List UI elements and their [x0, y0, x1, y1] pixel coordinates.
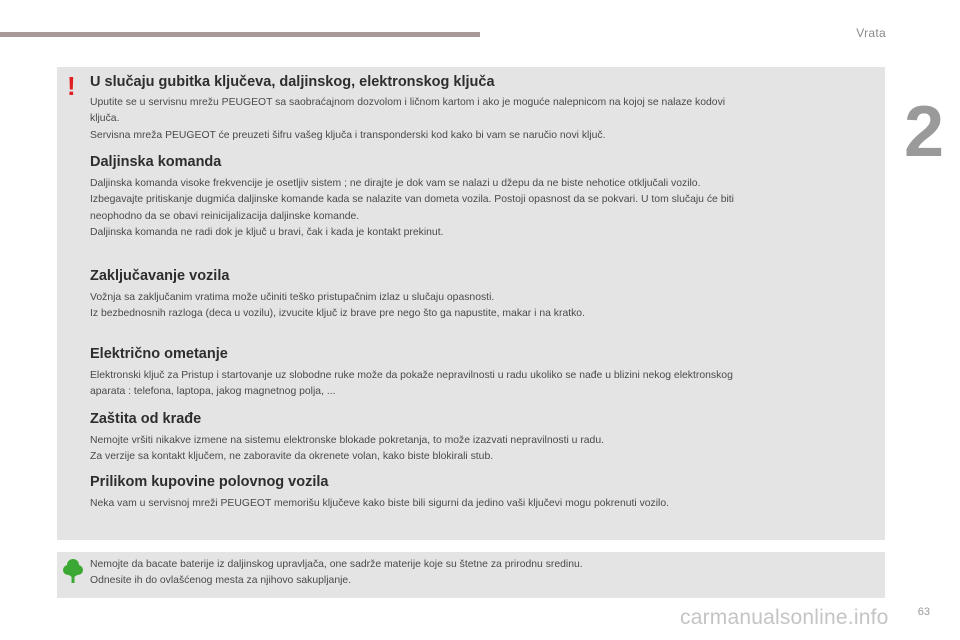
chapter-number: 2	[904, 92, 945, 172]
section-theft-protection	[90, 410, 861, 466]
section-title: Zaključavanje vozila	[90, 268, 230, 284]
section-used-vehicle	[90, 473, 861, 512]
section-lost-keys	[90, 73, 861, 144]
section-remote-control	[90, 153, 861, 241]
section-text: Uputite se u servisnu mrežu PEUGEOT sa saobraćajnom dozvolom i ličnom kartom i ako je moguće nalepnicom na kojoj se nalaze kodovi ključa. Servisna mreža PEUGEOT će preuzeti šifru vašeg ključa i transponderski kod kako bi vam se naručio novi ključ.	[90, 97, 726, 141]
section-text: Vožnja sa zaključanim vratima može učiniti teško pristupačnim izlaz u slučaju opasnosti. Iz bezbednosnih razloga (deca u vozilu), izvucite ključ iz brave pre nego što ga napustite, makar i na kratko.	[90, 292, 585, 320]
section-title: Zaštita od krađe	[90, 411, 202, 427]
watermark: carmanualsonline.info	[680, 606, 889, 629]
section-text: Nemojte vršiti nikakve izmene na sistemu elektronske blokade pokretanja, to može izazvati nepravilnosti u radu. Za verzije sa kontakt ključem, ne zaboravite da okrenete volan, kako biste blokirali stub.	[90, 435, 605, 463]
exclamation-icon: !	[67, 71, 76, 101]
section-text: Daljinska komanda visoke frekvencije je osetljiv sistem ; ne dirajte je dok vam se nalazi u džepu da ne biste nehotice otključali vozilo. Izbegavajte pritiskanje dugmića daljinske komande kada se nalazite van dometa vozila. Postoji opasnost da se pokvari. U tom slučaju će biti neophodno da se obavi reinicijalizacija daljinske komande. Daljinska komanda ne radi dok je ključ u bravi, čak i kada je kontakt prekinut.	[90, 178, 734, 238]
tree-icon	[63, 558, 83, 589]
section-title: Prilikom kupovine polovnog vozila	[90, 474, 329, 490]
running-header: Vrata	[856, 26, 886, 40]
section-title: Električno ometanje	[90, 346, 228, 362]
environment-note-text: Nemojte da bacate baterije iz daljinskog upravljača, one sadrže materije koje su štetne za prirodnu sredinu. Odnesite ih do ovlašćenog mesta za njihovo sakupljanje.	[90, 559, 583, 587]
warning-box	[57, 67, 885, 540]
section-electrical-interference	[90, 345, 861, 401]
section-vehicle-locking	[90, 267, 861, 323]
section-title: U slučaju gubitka ključeva, daljinskog, elektronskog ključa	[90, 74, 495, 90]
environment-note	[57, 552, 885, 598]
section-text: Elektronski ključ za Pristup i startovanje uz slobodne ruke može da pokaže nepravilnosti u radu ukoliko se nađe u blizini nekog elektronskog aparata : telefona, laptopa, jakog magnetnog polja, ...	[90, 370, 733, 398]
section-title: Daljinska komanda	[90, 154, 222, 170]
page-number: 63	[917, 606, 930, 618]
section-text: Neka vam u servisnoj mreži PEUGEOT memorišu ključeve kako biste bili sigurni da jedino vaši ključevi mogu pokrenuti vozilo.	[90, 498, 670, 509]
header-rule	[0, 32, 480, 37]
